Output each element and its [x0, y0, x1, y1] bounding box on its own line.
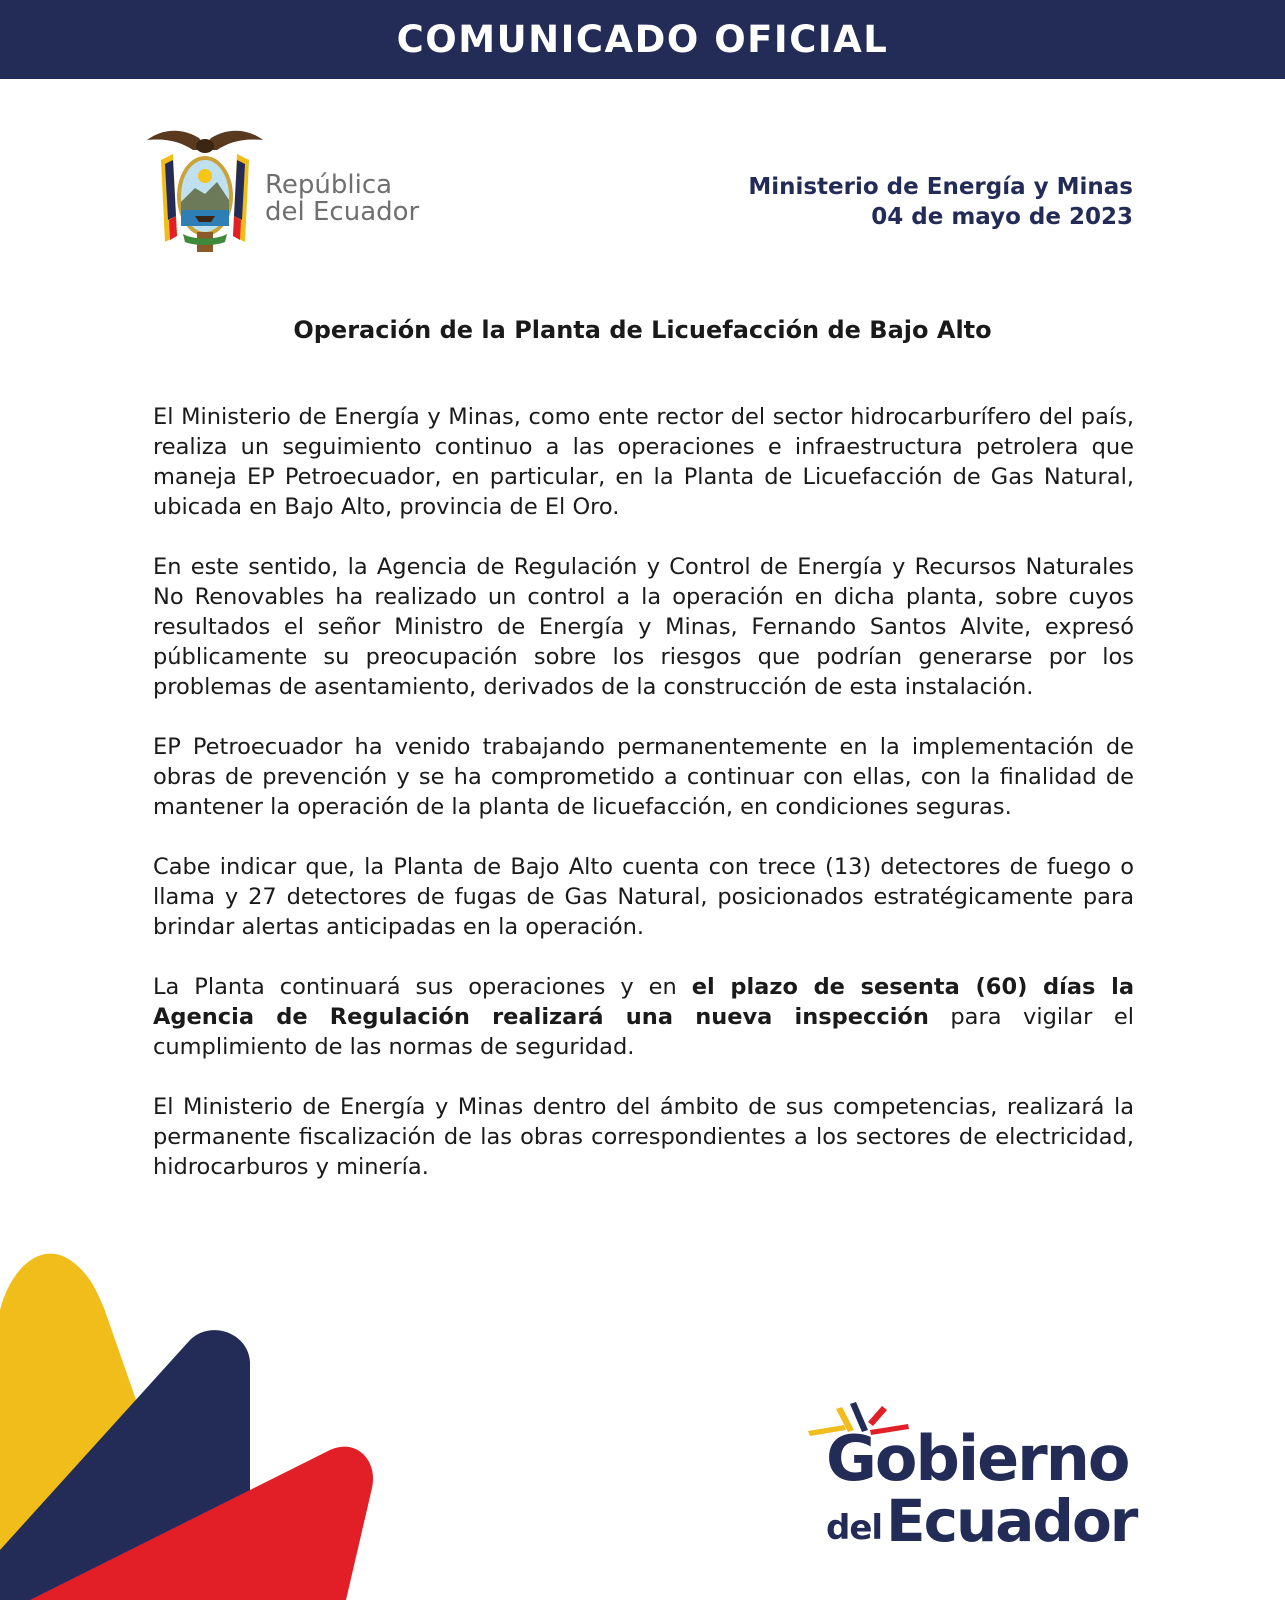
- paragraph-1: El Ministerio de Energía y Minas, como ente rector del sector hidrocarburífero del país, realiza un seguimiento continuo a las operaciones e infraestructura petrolera que maneja EP Petroecuador, en particular, en la Planta de Licuefacción de Gas Natural, ubicada en Bajo Alto, provincia de El Oro.: [153, 404, 1134, 520]
- top-banner: [0, 0, 1285, 79]
- banner-label: COMUNICADO OFICIAL: [396, 18, 889, 61]
- paragraph-4: Cabe indicar que, la Planta de Bajo Alto cuenta con trece (13) detectores de fuego o llama y 27 detectores de fugas de Gas Natural, posicionados estratégicamente para brindar alertas anticipadas en la operación.: [153, 854, 1134, 940]
- coat-of-arms-icon: [143, 124, 267, 258]
- document-date: 04 de mayo de 2023: [871, 204, 1133, 230]
- republic-line1: República: [265, 170, 393, 200]
- paragraph-5: [153, 972, 1134, 1062]
- del-word: del: [826, 1508, 883, 1548]
- paragraph-5-end: para vigilar el cumplimiento de las normas de seguridad.: [153, 1004, 1134, 1060]
- document-title: Operación de la Planta de Licuefacción de Bajo Alto: [293, 316, 992, 344]
- republic-line2: del Ecuador: [265, 197, 420, 227]
- paragraph-2: En este sentido, la Agencia de Regulación y Control de Energía y Recursos Naturales No Renovables ha realizado un control a la operación en dicha planta, sobre cuyos resultados el señor Ministro de Energía y Minas, Fernando Santos Alvite, expresó públicamente su preocupación sobre los riesgos que podrían generarse por los problemas de asentamiento, derivados de la construcción de esta instalación.: [153, 554, 1134, 700]
- gobierno-word: Gobierno: [826, 1422, 1129, 1495]
- paragraph-5-start: La Planta continuará sus operaciones y en: [153, 974, 692, 1000]
- document-body: [153, 402, 1134, 1212]
- paragraph-5-bold: el plazo de sesenta (60) días la Agencia de Regulación realizará una nueva inspección: [153, 974, 1135, 1030]
- paragraph-6: El Ministerio de Energía y Minas dentro del ámbito de sus competencias, realizará la permanente fiscalización de las obras correspondientes a los sectores de electricidad, hidrocarburos y minería.: [153, 1094, 1134, 1180]
- republic-wordmark: [265, 172, 419, 226]
- ecuador-word: Ecuador: [886, 1487, 1137, 1555]
- paragraph-3: EP Petroecuador ha venido trabajando permanentemente en la implementación de obras de prevención y se ha comprometido a continuar con ellas, con la finalidad de mantener la operación de la planta de licuefacción, en condiciones seguras.: [153, 734, 1134, 820]
- ministry-name: Ministerio de Energía y Minas: [748, 174, 1133, 200]
- ministry-block: [748, 172, 1133, 232]
- tricolor-decoration: [0, 1250, 380, 1600]
